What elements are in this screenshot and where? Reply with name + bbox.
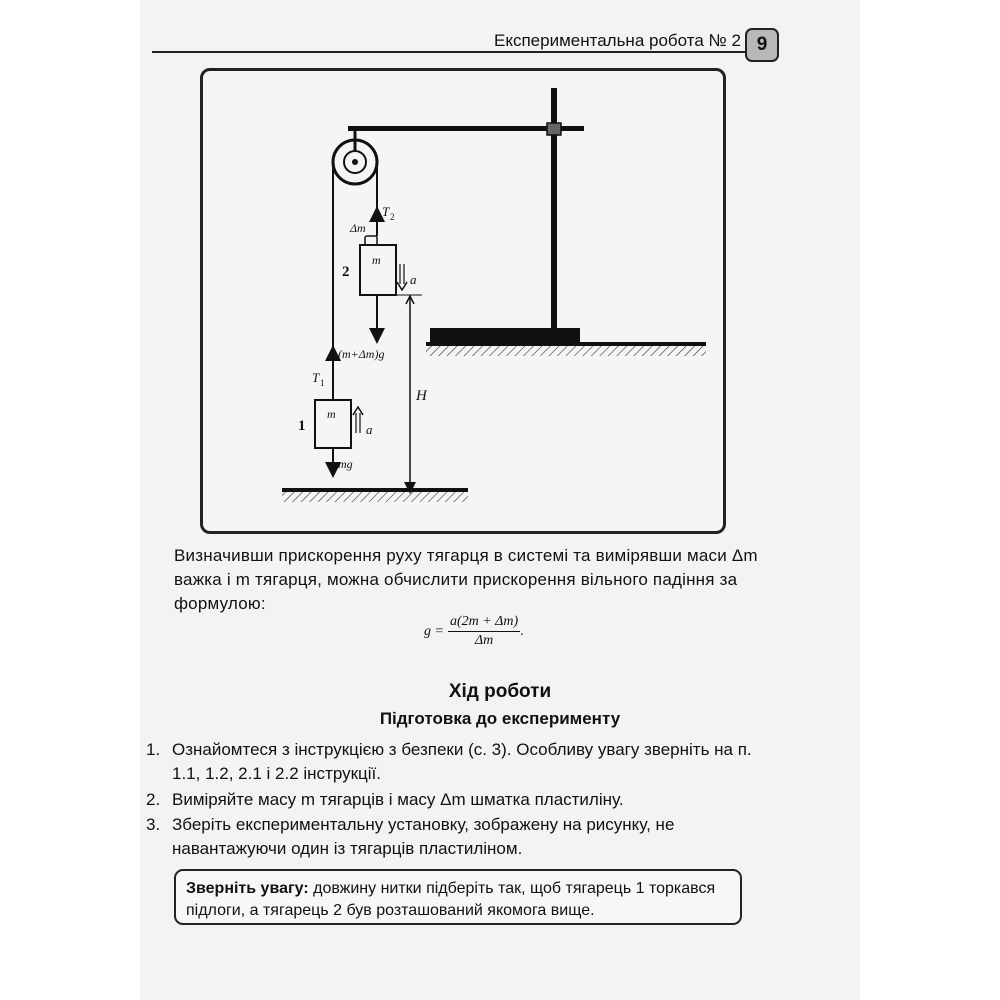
formula-tail: . [520, 623, 524, 639]
formula-denominator: Δm [474, 633, 494, 648]
step-number: 3. [146, 815, 161, 834]
intro-paragraph: Визначивши прискорення руху тягарця в системі та вимірявши маси Δm важка і m тягарця, можна обчислити прискорення вільного падіння за формулою: [174, 546, 758, 613]
formula-numerator: a(2m + Δm) [448, 614, 520, 632]
pulley [333, 129, 377, 184]
label-weight-1: 1 [298, 418, 306, 434]
page-number-badge: 9 [745, 28, 779, 62]
step-number: 2. [146, 790, 161, 809]
step-item [146, 813, 771, 861]
step-item [146, 738, 771, 786]
label-a-bottom: a [366, 422, 373, 437]
label-m-bottom: m [327, 407, 336, 421]
label-t1-sub: 1 [320, 378, 325, 388]
stand-base [426, 328, 706, 356]
header-rule [152, 51, 752, 53]
label-a-top: a [410, 272, 417, 287]
step-number: 1. [146, 740, 161, 759]
plasticine-piece [365, 236, 377, 245]
page-header-title: Експериментальна робота № 2 [494, 31, 741, 50]
floor [282, 488, 468, 502]
label-mg: mg [338, 457, 353, 471]
attention-note [174, 869, 742, 925]
note-text: довжину нитки підберіть так, щоб тягарець 1 торкався підлоги, а тягарець 2 був розташований якомога вище. [186, 880, 716, 919]
formula-fraction [448, 614, 520, 649]
step-item [146, 788, 771, 812]
subsection-title: Підготовка до експерименту [379, 709, 621, 728]
label-force: (m+Δm)g [338, 347, 385, 361]
label-weight-2: 2 [342, 264, 350, 280]
gravity-formula [424, 614, 524, 649]
note-label: Зверніть увагу: [186, 880, 309, 897]
step-text: Зберіть експериментальну установку, зображену на рисунку, не навантажуючи один із тягарців пластиліном. [172, 815, 675, 858]
section-title: Хід роботи [448, 681, 552, 702]
label-t2-sub: 2 [390, 212, 395, 222]
label-delta-m: Δm [350, 221, 366, 235]
step-text: Ознайомтеся з інструкцією з безпеки (с. 3). Особливу увагу зверніть на п. 1.1, 1.2, 2.1 і 2.2 інструкції. [172, 740, 752, 783]
formula-lhs: g = [424, 623, 444, 639]
experiment-diagram [200, 68, 720, 528]
step-text: Виміряйте масу m тягарців і масу Δm шматка пластиліну. [172, 790, 624, 809]
label-height: H [416, 388, 427, 404]
label-t1: T [312, 370, 320, 385]
stand-clamp [547, 123, 561, 135]
label-m-top: m [372, 253, 381, 267]
label-t2: T [382, 204, 390, 219]
